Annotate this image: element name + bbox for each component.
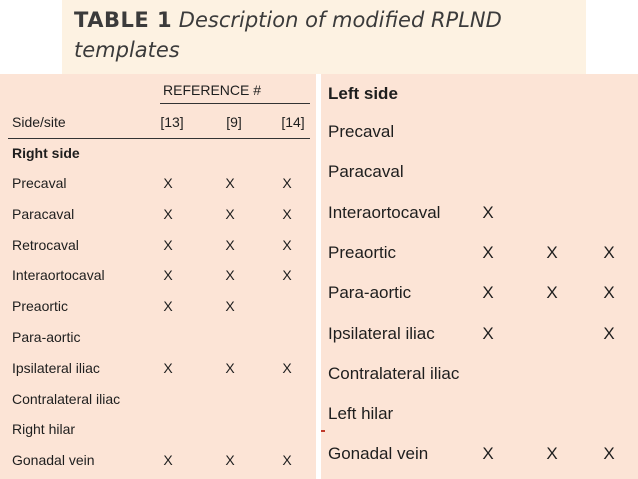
left-side-row-mark-ref-2: X xyxy=(546,283,558,303)
left-side-table-panel xyxy=(321,74,638,479)
right-side-row-mark-ref-3: X xyxy=(282,236,292,253)
reference-9-header: [9] xyxy=(226,114,242,130)
reference-header-rule xyxy=(160,103,310,104)
left-side-row-site-label: Para-aortic xyxy=(328,283,412,303)
left-side-row-site-label: Left hilar xyxy=(328,404,394,424)
right-side-row-mark-ref-3: X xyxy=(282,205,292,222)
right-side-row-mark-ref-1: X xyxy=(163,175,173,191)
left-side-row-mark-ref-3: X xyxy=(603,444,615,464)
right-side-section-heading: Right side xyxy=(12,145,80,161)
left-side-row-site-label: Paracaval xyxy=(328,162,404,182)
right-side-row-mark-ref-3: X xyxy=(282,267,292,284)
left-side-row-site-label: Precaval xyxy=(328,122,395,141)
left-side-section-heading: Left side xyxy=(328,84,398,103)
caption-line-1 xyxy=(74,8,502,32)
right-side-row-mark-ref-1: X xyxy=(163,267,173,284)
left-side-row-site-label: Ipsilateral iliac xyxy=(328,323,435,343)
right-side-row-site-label: Preaortic xyxy=(12,298,69,315)
right-side-row-site-label: Right hilar xyxy=(12,421,76,438)
right-side-row-site-label: Contralateral iliac xyxy=(12,390,121,407)
right-side-row-mark-ref-1: X xyxy=(163,452,173,469)
left-side-row-site-label: Preaortic xyxy=(328,242,397,262)
right-side-row-mark-ref-1: X xyxy=(163,359,173,376)
right-side-row-mark-ref-3: X xyxy=(282,359,292,376)
right-side-row-mark-ref-1: X xyxy=(163,298,173,315)
left-side-row-mark-ref-2: X xyxy=(546,242,558,262)
table-label: TABLE 1 xyxy=(74,8,173,32)
left-side-row-mark-ref-1: X xyxy=(482,323,494,343)
right-side-row-site-label: Gonadal vein xyxy=(12,452,95,469)
right-side-row-mark-ref-2: X xyxy=(225,267,235,284)
left-side-row-mark-ref-3: X xyxy=(603,283,615,303)
right-side-table-panel xyxy=(0,74,316,479)
table-caption xyxy=(62,0,586,74)
left-side-row-site-label: Interaortocaval xyxy=(328,202,441,222)
right-side-row-site-label: Precaval xyxy=(12,175,67,191)
accent-tick xyxy=(321,430,325,432)
right-side-row-mark-ref-1: X xyxy=(163,205,173,222)
right-side-row-site-label: Interaortocaval xyxy=(12,267,105,284)
reference-14-header: [14] xyxy=(281,114,305,130)
right-side-row-mark-ref-1: X xyxy=(163,236,173,253)
right-side-row-mark-ref-3: X xyxy=(282,175,292,191)
right-side-row-mark-ref-2: X xyxy=(225,205,235,222)
right-side-row-mark-ref-2: X xyxy=(225,359,235,376)
caption-line-2: templates xyxy=(74,38,180,62)
reference-13-header: [13] xyxy=(160,114,184,130)
right-side-row-mark-ref-2: X xyxy=(225,175,235,191)
left-side-row-mark-ref-1: X xyxy=(482,283,494,303)
left-side-row-mark-ref-1: X xyxy=(482,202,494,222)
right-side-row-site-label: Paracaval xyxy=(12,205,75,222)
left-side-row-mark-ref-1: X xyxy=(482,444,494,464)
site-header: Side/site xyxy=(12,114,66,130)
right-side-row-mark-ref-2: X xyxy=(225,452,235,469)
left-side-row-mark-ref-1: X xyxy=(482,242,494,262)
right-side-row-mark-ref-2: X xyxy=(225,298,235,315)
left-side-row-site-label: Gonadal vein xyxy=(328,444,429,464)
left-side-row-mark-ref-2: X xyxy=(546,444,558,464)
right-side-row-site-label: Retrocaval xyxy=(12,236,79,253)
right-side-row-mark-ref-2: X xyxy=(225,236,235,253)
right-side-row-site-label: Para-aortic xyxy=(12,329,81,345)
caption-text-1: Description of modified RPLND xyxy=(178,8,502,32)
right-side-row-site-label: Ipsilateral iliac xyxy=(12,359,100,376)
reference-header: REFERENCE # xyxy=(163,82,262,98)
left-side-row-mark-ref-3: X xyxy=(603,323,615,343)
header-rule xyxy=(8,138,310,139)
left-side-row-site-label: Contralateral iliac xyxy=(328,363,460,383)
left-side-row-mark-ref-3: X xyxy=(603,242,615,262)
right-side-row-mark-ref-3: X xyxy=(282,452,292,469)
